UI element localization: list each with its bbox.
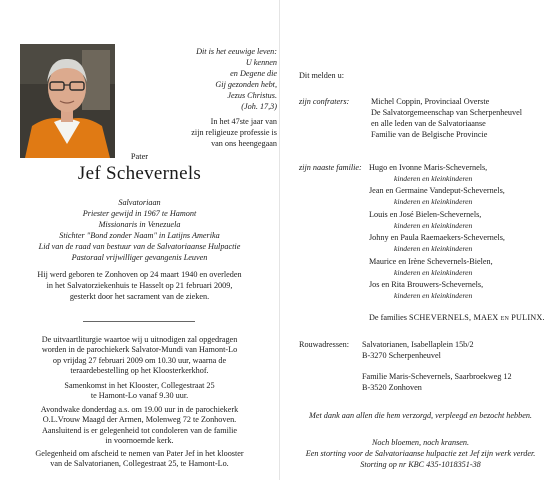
gathering-line: te Hamont-Lo vanaf 9.30 uur. bbox=[90, 391, 189, 401]
family-member: Jean en Germaine Vandeput-Schevernels, bbox=[369, 186, 505, 195]
role-line: Salvatoriaan bbox=[118, 198, 161, 207]
portrait-photo bbox=[20, 44, 115, 158]
funeral-line: teraardebestelling op het Kloosterkerkhof. bbox=[70, 366, 209, 376]
family-descendants: kinderen en kleinkinderen bbox=[394, 221, 473, 230]
funeral-info bbox=[0, 335, 279, 377]
vigil-line: in voornoemde kerk. bbox=[105, 436, 174, 446]
farewell-info bbox=[0, 449, 279, 470]
roles-list bbox=[0, 198, 279, 263]
profession-line: In het 47ste jaar van bbox=[210, 117, 277, 126]
confrater-line: Familie van de Belgische Provincie bbox=[371, 130, 488, 139]
family-descendants: kinderen en kleinkinderen bbox=[394, 291, 473, 300]
confrater-line: De Salvatorgemeenschap van Scherpenheuvel bbox=[371, 108, 523, 117]
closing-line: Een storting voor de Salvatoriaanse hulpactie zet Jef zijn werk verder. bbox=[305, 449, 536, 458]
bio-line: gesterkt door het sacrament van de zieken. bbox=[69, 291, 210, 301]
role-line: Stichter "Bond zonder Naam" in Latijns Amerika bbox=[59, 230, 220, 240]
profession-line: van ons heengegaan bbox=[211, 138, 277, 148]
quote-line: (Joh. 17,3) bbox=[241, 101, 277, 111]
mourning-address-label: Rouwadressen: bbox=[299, 340, 350, 349]
family-member: Jos en Rita Brouwers-Schevernels, bbox=[369, 280, 484, 289]
family-label: zijn naaste familie: bbox=[299, 163, 362, 172]
address-line: B-3520 Zonhoven bbox=[362, 383, 422, 392]
funeral-line: De uitvaartliturgie waartoe wij u uitnodigen zal opgedragen bbox=[41, 335, 238, 344]
farewell-line: Gelegenheid om afscheid te nemen van Pater Jef in het klooster bbox=[35, 449, 244, 458]
quote-line: U kennen bbox=[245, 57, 277, 67]
title-prefix: Pater bbox=[130, 152, 149, 161]
closing-line: Noch bloemen, noch kransen. bbox=[371, 438, 470, 447]
thanks-line: Met dank aan allen die hem verzorgd, verpleegd en bezocht hebben. bbox=[309, 411, 532, 420]
address-line: B-3270 Scherpenheuvel bbox=[362, 351, 441, 360]
quote-line: Dit is het eeuwige leven: bbox=[196, 47, 277, 56]
biography bbox=[0, 270, 279, 303]
families-names: SCHEVERNELS, MAEX en PULINX. bbox=[409, 313, 545, 322]
divider bbox=[83, 321, 195, 322]
profession-note bbox=[125, 117, 277, 150]
farewell-line: van de Salvatorianen, Collegestraat 25, te Hamont-Lo. bbox=[50, 459, 229, 469]
vigil-line: Aansluitend is er gelegenheid tot condoleren van de familie bbox=[41, 425, 238, 435]
gathering-line: Samenkomst in het Klooster, Collegestraat 25 bbox=[64, 381, 215, 390]
family-member: Hugo en Ivonne Maris-Schevernels, bbox=[369, 163, 488, 172]
vigil-line: O.L.Vrouw Maagd der Armen, Molenweg 72 te Zonhoven. bbox=[42, 415, 237, 425]
families-prefix: De families bbox=[369, 313, 407, 322]
role-line: Priester gewijd in 1967 te Hamont bbox=[82, 208, 197, 218]
family-descendants: kinderen en kleinkinderen bbox=[394, 244, 473, 253]
funeral-line: op vrijdag 27 februari 2009 om 10.30 uur, waarna de bbox=[52, 355, 227, 365]
family-member: Maurice en Irène Schevernels-Bielen, bbox=[369, 257, 493, 266]
address-line: Salvatorianen, Isabellaplein 15b/2 bbox=[362, 340, 474, 349]
family-descendants: kinderen en kleinkinderen bbox=[394, 197, 473, 206]
confrater-line: Michel Coppin, Provinciaal Overste bbox=[371, 97, 490, 106]
role-line: Pastoraal vrijwilliger gevangenis Leuven bbox=[71, 252, 208, 262]
confraters-label: zijn confraters: bbox=[299, 97, 350, 106]
quote-line: Gij gezonden hebt, bbox=[215, 79, 277, 89]
vigil-line: Avondwake donderdag a.s. om 19.00 uur in de parochiekerk bbox=[40, 405, 239, 414]
bible-quote bbox=[125, 47, 277, 112]
closing-line: Storting op nr KBC 435-1018351-38 bbox=[360, 460, 481, 469]
funeral-line: worden in de parochiekerk Salvator-Mundi van Hamont-Lo bbox=[41, 345, 238, 355]
profession-line: zijn religieuze professie is bbox=[191, 127, 277, 137]
family-descendants: kinderen en kleinkinderen bbox=[394, 268, 473, 277]
family-descendants: kinderen en kleinkinderen bbox=[394, 174, 473, 183]
vigil-info bbox=[0, 405, 279, 447]
quote-line: Jezus Christus. bbox=[227, 90, 277, 100]
families-line bbox=[369, 313, 545, 324]
address-line: Familie Maris-Schevernels, Saarbroekweg 12 bbox=[362, 372, 512, 381]
role-line: Missionaris in Venezuela bbox=[98, 219, 181, 229]
deceased-name: Jef Schevernels bbox=[77, 163, 202, 184]
confrater-line: en alle leden van de Salvatoriaanse bbox=[371, 119, 486, 128]
fold-line bbox=[279, 0, 280, 480]
family-member: Johny en Paula Raemaekers-Schevernels, bbox=[369, 233, 505, 242]
gathering-info bbox=[0, 381, 279, 402]
bio-line: Hij werd geboren te Zonhoven op 24 maart 1940 en overleden bbox=[37, 270, 242, 279]
announcement-heading: Dit melden u: bbox=[299, 71, 345, 80]
family-member: Louis en José Bielen-Schevernels, bbox=[369, 210, 482, 219]
bio-line: in het Salvatorziekenhuis te Hasselt op 21 februari 2009, bbox=[46, 280, 233, 290]
role-line: Lid van de raad van bestuur van de Salvatoriaanse Hulpactie bbox=[38, 241, 241, 251]
quote-line: en Degene die bbox=[230, 68, 277, 78]
